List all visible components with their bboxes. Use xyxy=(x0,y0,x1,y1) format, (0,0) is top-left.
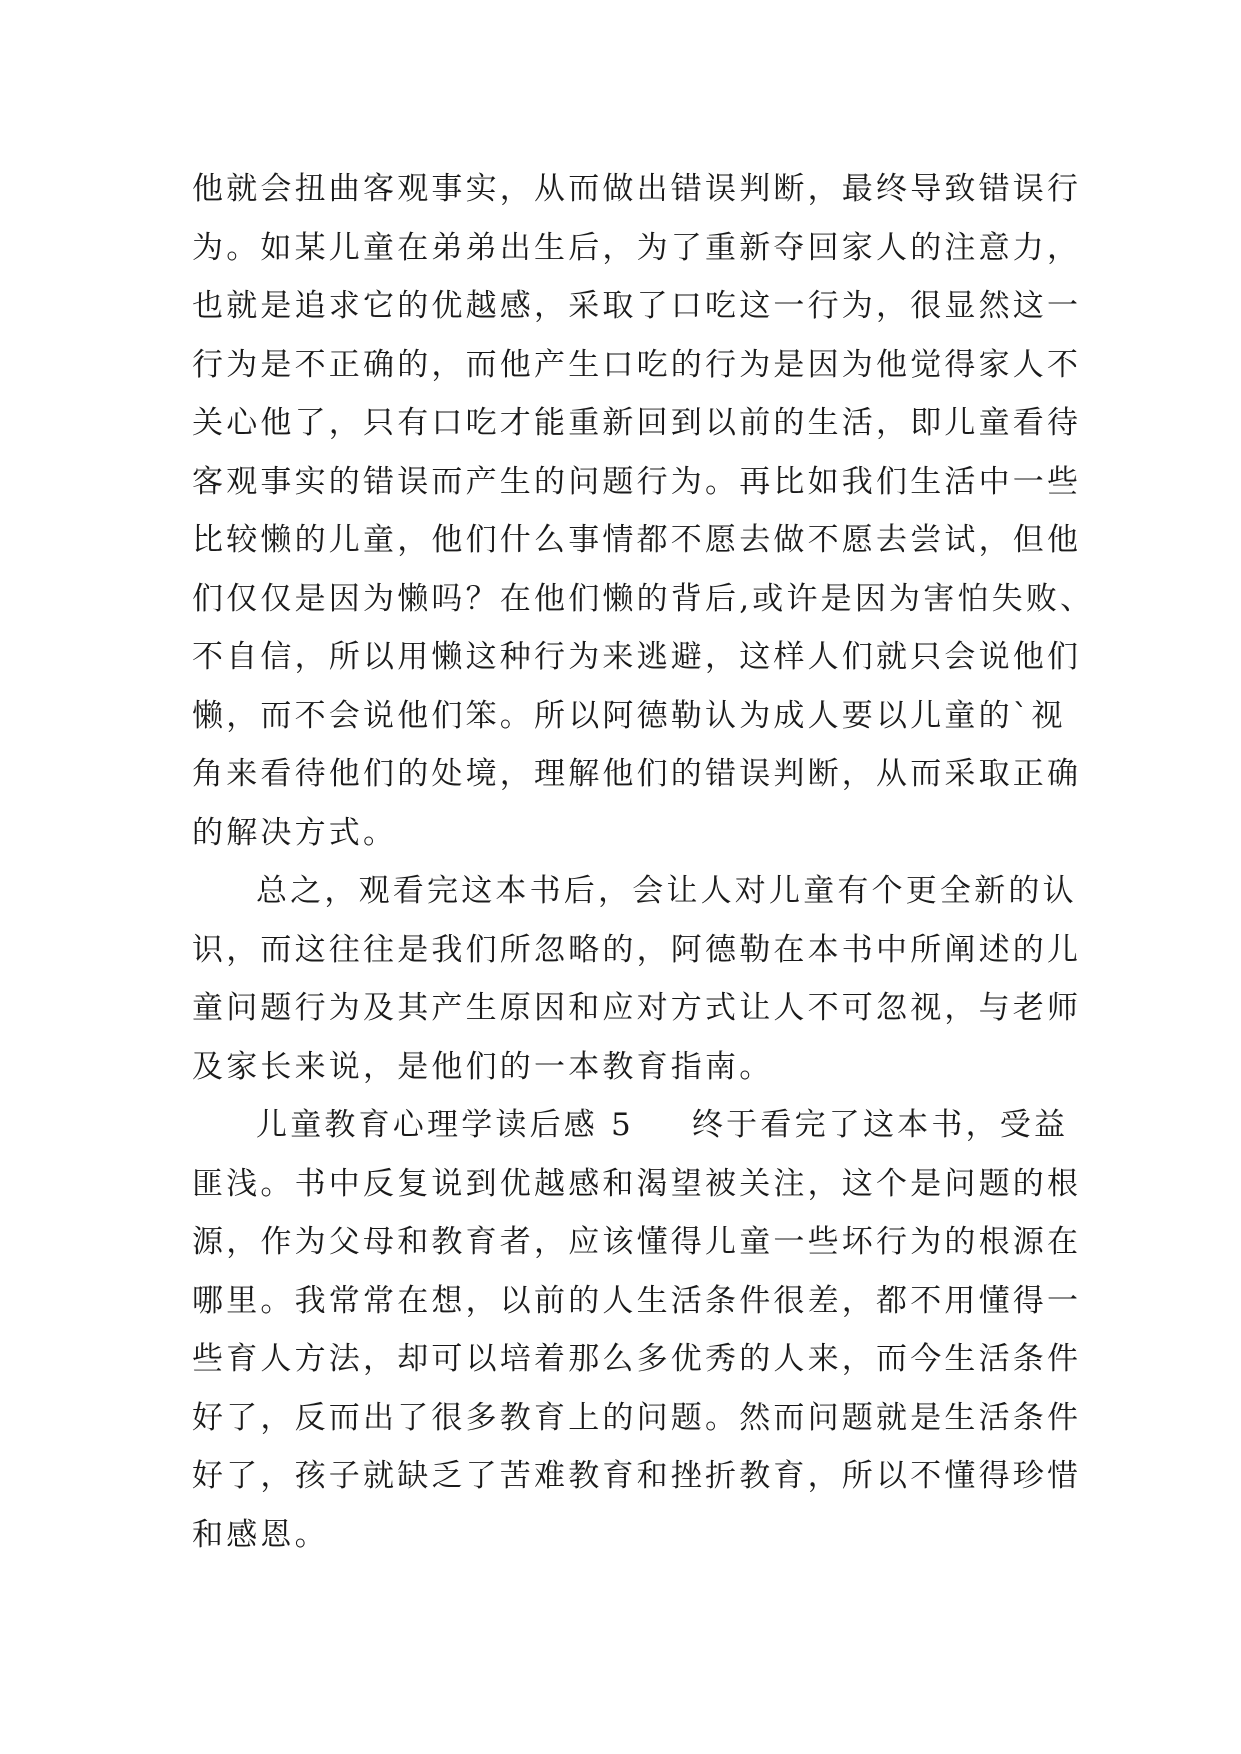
text-line: 和感恩。 xyxy=(192,1516,329,1553)
text-line: 的解决方式。 xyxy=(192,814,398,851)
text-line: 懒，而不会说他们笨。所以阿德勒认为成人要以儿童的`视 xyxy=(192,697,1066,734)
text-line: 好了，反而出了很多教育上的问题。然而问题就是生活条件 xyxy=(192,1399,1082,1436)
text-line: 也就是追求它的优越感，采取了口吃这一行为，很显然这一 xyxy=(192,288,1082,324)
body-text xyxy=(192,160,1095,1564)
section-heading-line xyxy=(192,1096,1072,1155)
text-line: 他就会扭曲客观事实，从而做出错误判断，最终导致错误行 xyxy=(192,171,1082,207)
text-line: 哪里。我常常在想，以前的人生活条件很差，都不用懂得一 xyxy=(192,1282,1082,1319)
text-line: 匪浅。书中反复说到优越感和渴望被关注，这个是问题的根 xyxy=(192,1165,1082,1202)
text-line: 关心他了，只有口吃才能重新回到以前的生活，即儿童看待 xyxy=(192,405,1082,441)
text-line: 识，而这往往是我们所忽略的，阿德勒在本书中所阐述的儿 xyxy=(192,931,1082,968)
text-line: 客观事实的错误而产生的问题行为。再比如我们生活中一些 xyxy=(192,463,1082,500)
text-line: 童问题行为及其产生原因和应对方式让人不可忽视，与老师 xyxy=(192,990,1082,1026)
text-line: 不自信，所以用懒这种行为来逃避，这样人们就只会说他们 xyxy=(192,639,1082,675)
section-heading: 儿童教育心理学读后感 5 xyxy=(256,1107,634,1143)
text-line: 比较懒的儿童，他们什么事情都不愿去做不愿去尝试，但他 xyxy=(192,522,1082,558)
text-line: 们仅仅是因为懒吗？在他们懒的背后,或许是因为害怕失败、 xyxy=(192,580,1095,617)
text-line: 些育人方法，却可以培着那么多优秀的人来，而今生活条件 xyxy=(192,1341,1082,1377)
text-line: 角来看待他们的处境，理解他们的错误判断，从而采取正确 xyxy=(192,756,1082,792)
text-line: 及家长来说，是他们的一本教育指南。 xyxy=(192,1048,774,1085)
paragraph-start-line: 总之，观看完这本书后，会让人对儿童有个更全新的认 xyxy=(256,873,1077,909)
text-line: 为。如某儿童在弟弟出生后，为了重新夺回家人的注意力， xyxy=(192,229,1082,266)
text-line: 行为是不正确的，而他产生口吃的行为是因为他觉得家人不 xyxy=(192,346,1082,383)
text-line: 好了，孩子就缺乏了苦难教育和挫折教育，所以不懂得珍惜 xyxy=(192,1458,1082,1494)
text-line: 源，作为父母和教育者，应该懂得儿童一些坏行为的根源在 xyxy=(192,1224,1082,1260)
heading-trailing-text: 终于看完了这本书，受益 xyxy=(691,1107,1069,1143)
